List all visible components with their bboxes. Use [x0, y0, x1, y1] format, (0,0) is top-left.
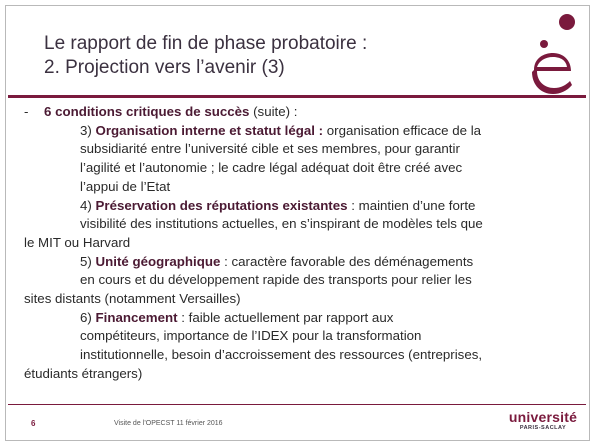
title-line-1: Le rapport de fin de phase probatoire : [44, 33, 368, 54]
item4-number: 4) [80, 197, 96, 213]
header-divider [8, 95, 586, 98]
bullet-dash: - [24, 104, 29, 119]
item4-line1 [24, 197, 584, 216]
slide-title [44, 32, 367, 80]
slide-body [24, 103, 584, 384]
item3-text: organisation efficace de la [323, 122, 482, 138]
intro-heading: 6 conditions critiques de succès [44, 104, 250, 119]
item6-line1 [24, 309, 584, 328]
item6-text: : faible actuellement par rapport aux [177, 309, 394, 325]
item5-number: 5) [80, 253, 96, 269]
item5-line2: en cours et du développement rapide des transports pour relier les [80, 272, 472, 288]
item5-text: : caractère favorable des déménagements [220, 253, 474, 269]
intro-suffix: (suite) : [249, 104, 298, 119]
item3-heading: Organisation interne et statut légal : [95, 122, 324, 138]
item6-number: 6) [80, 309, 96, 325]
university-name: université [508, 409, 578, 425]
item6-heading: Financement [95, 309, 178, 325]
e-logo-icon [520, 8, 582, 96]
item4-text: : maintien d’une forte [347, 197, 476, 213]
item6-line4: étudiants étrangers) [24, 365, 143, 381]
university-subtitle: PARIS-SACLAY [519, 425, 567, 431]
page-number: 6 [31, 419, 36, 428]
university-logo [508, 410, 578, 432]
item5-line3: sites distants (notamment Versailles) [24, 291, 241, 307]
item6-line2: compétiteurs, importance de l’IDEX pour la transformation [80, 328, 422, 344]
intro-line [24, 103, 584, 122]
item4-line2: visibilité des institutions actuelles, en s’inspirant de modèles tels que [80, 216, 483, 232]
item5-line1 [24, 253, 584, 272]
item4-line3: le MIT ou Harvard [24, 234, 131, 250]
footer-caption: Visite de l’OPECST 11 février 2016 [114, 420, 223, 427]
item3-line2: subsidiarité entre l’université cible et ses membres, pour garantir [80, 141, 460, 157]
item3-line1 [24, 122, 584, 141]
item3-line4: l’appui de l’Etat [80, 178, 171, 194]
item5-heading: Unité géographique [95, 253, 221, 269]
title-line-2: 2. Projection vers l’avenir (3) [44, 57, 285, 78]
item6-line3: institutionnelle, besoin d’accroissement des ressources (entreprises, [80, 347, 483, 363]
item4-heading: Préservation des réputations existantes [95, 197, 348, 213]
item3-number: 3) [80, 122, 96, 138]
footer-divider [8, 404, 586, 405]
item3-line3: l’agilité et l’autonomie ; le cadre légal adéquat doit être créé avec [80, 160, 463, 176]
